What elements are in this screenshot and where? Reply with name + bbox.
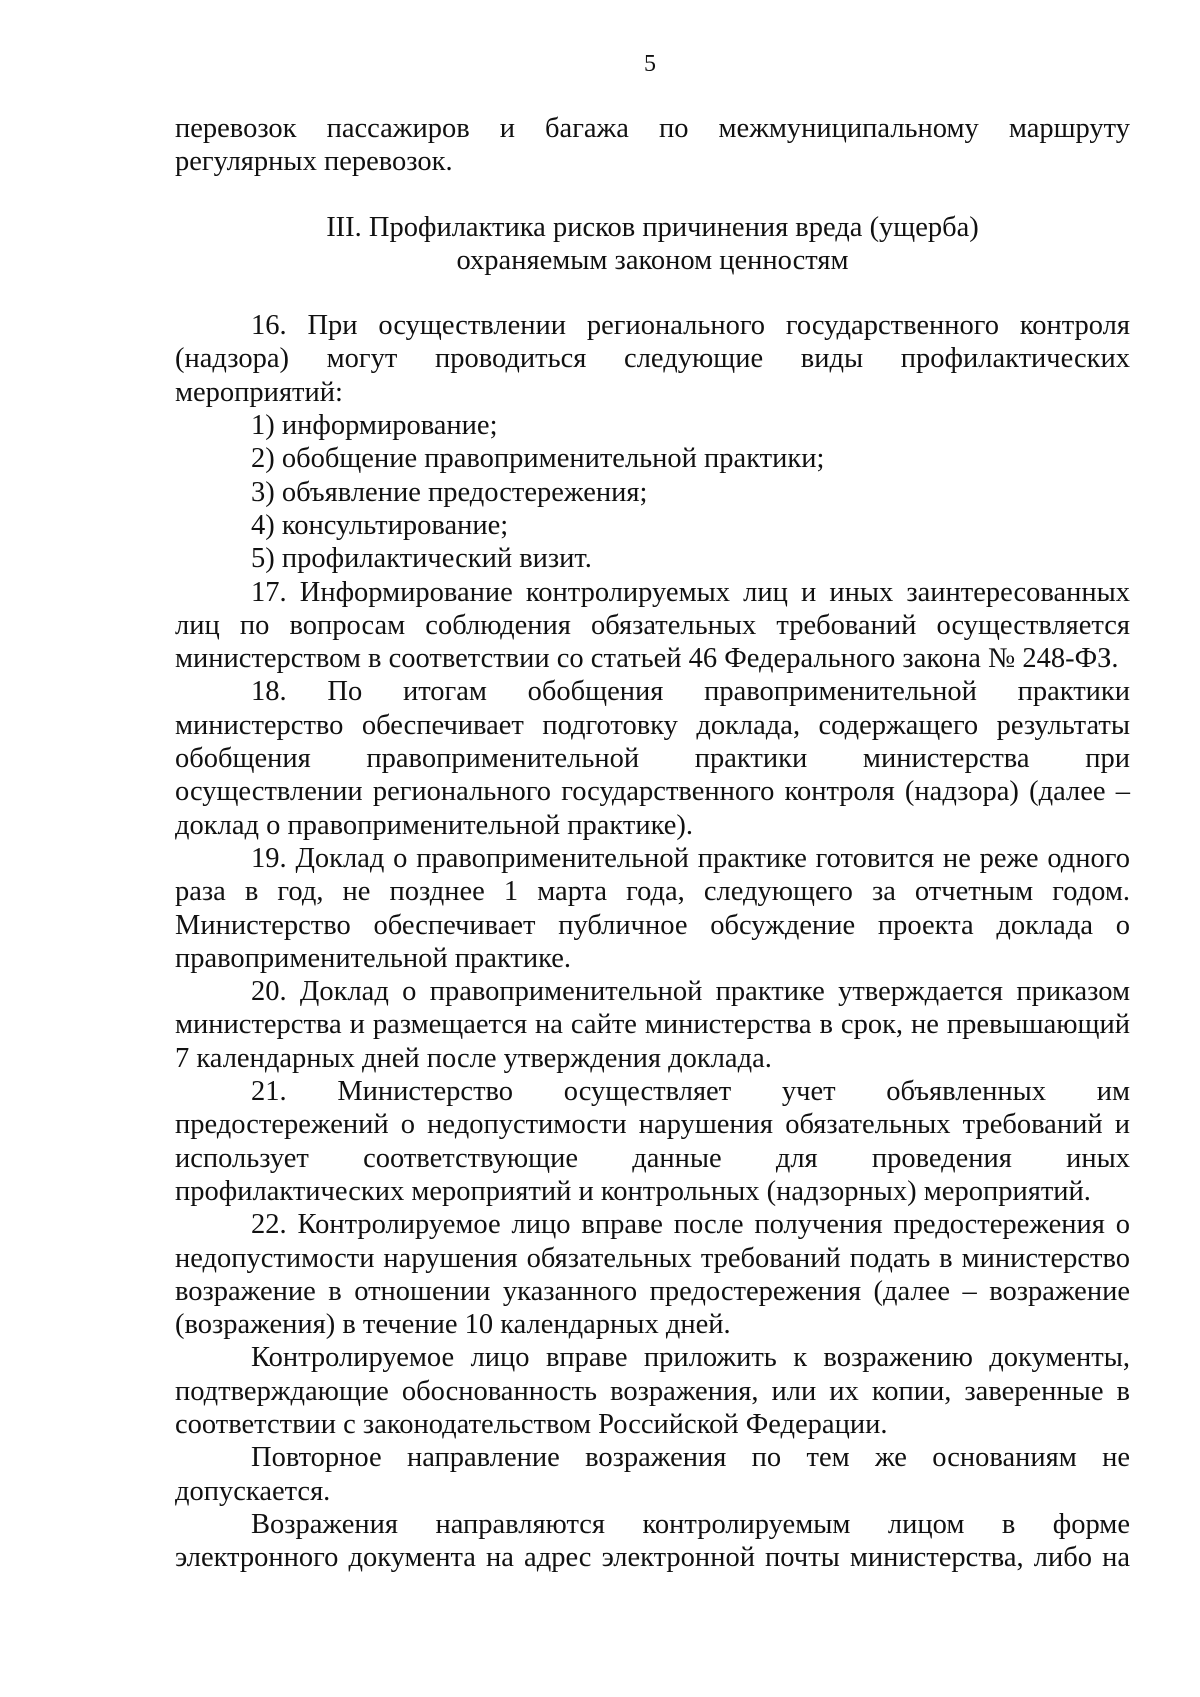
paragraph-22-repeat: Повторное направление возражения по тем же основаниям не допускается. [175, 1442, 1130, 1507]
section-heading [175, 211, 1130, 278]
section-title-line-1: III. Профилактика рисков причинения вреда (ущерба) [326, 211, 979, 243]
list-item: 4) консультирование; [251, 509, 509, 541]
page-number: 5 [644, 51, 656, 77]
intro-line-1: перевозок пассажиров и багажа по межмуниципальному маршруту [175, 113, 1130, 144]
paragraph-19: 19. Доклад о правоприменительной практике готовится не реже одного раза в год, не позднее 1 марта года, следующего за отчетным годом. Министерство обеспечивает публичное обсуждение проекта доклада о правоприменительной практике. [175, 842, 1130, 974]
section-title-line-2: охраняемым законом ценностям [456, 244, 849, 276]
document-body [175, 112, 1130, 1574]
paragraph-22-documents: Контролируемое лицо вправе приложить к возражению документы, подтверждающие обоснованность возражения, или их копии, заверенные в соответствии с законодательством Российской Федерации. [175, 1342, 1130, 1440]
list-item: 5) профилактический визит. [251, 543, 592, 575]
paragraph-18: 18. По итогам обобщения правоприменительной практики министерство обеспечивает подготовку доклада, содержащего результаты обобщения правоприменительной практики министерства при осуществлении регионального государственного контроля (надзора) (далее – доклад о правоприменительной практике). [175, 676, 1130, 841]
list-item: 2) обобщение правоприменительной практики; [251, 443, 825, 475]
paragraph-21: 21. Министерство осуществляет учет объявленных им предостережений о недопустимости нарушения обязательных требований и использует соответствующие данные для проведения иных профилактических мероприятий и контрольных (надзорных) мероприятий. [175, 1076, 1130, 1207]
list-item: 1) информирование; [251, 410, 498, 442]
list-item: 3) объявление предостережения; [251, 476, 648, 508]
paragraph-22-submission: Возражения направляются контролируемым лицом в форме электронного документа на адрес электронной почты министерства, либо на [175, 1508, 1130, 1574]
intro-line-2: регулярных перевозок. [175, 146, 453, 178]
paragraph-16: 16. При осуществлении регионального государственного контроля (надзора) могут проводиться следующие виды профилактических мероприятий: [175, 310, 1130, 408]
paragraph-22: 22. Контролируемое лицо вправе после получения предостережения о недопустимости нарушения обязательных требований подать в министерство возражение в отношении указанного предостережения (далее – возражение (возражения) в течение 10 календарных дней. [175, 1209, 1130, 1341]
paragraph-17: 17. Информирование контролируемых лиц и иных заинтересованных лиц по вопросам соблюдения обязательных требований осуществляется министерством в соответствии со статьей 46 Федерального закона № 248-ФЗ. [175, 576, 1130, 675]
paragraph-20: 20. Доклад о правоприменительной практике утверждается приказом министерства и размещается на сайте министерства в срок, не превышающий 7 календарных дней после утверждения доклада. [175, 976, 1130, 1074]
